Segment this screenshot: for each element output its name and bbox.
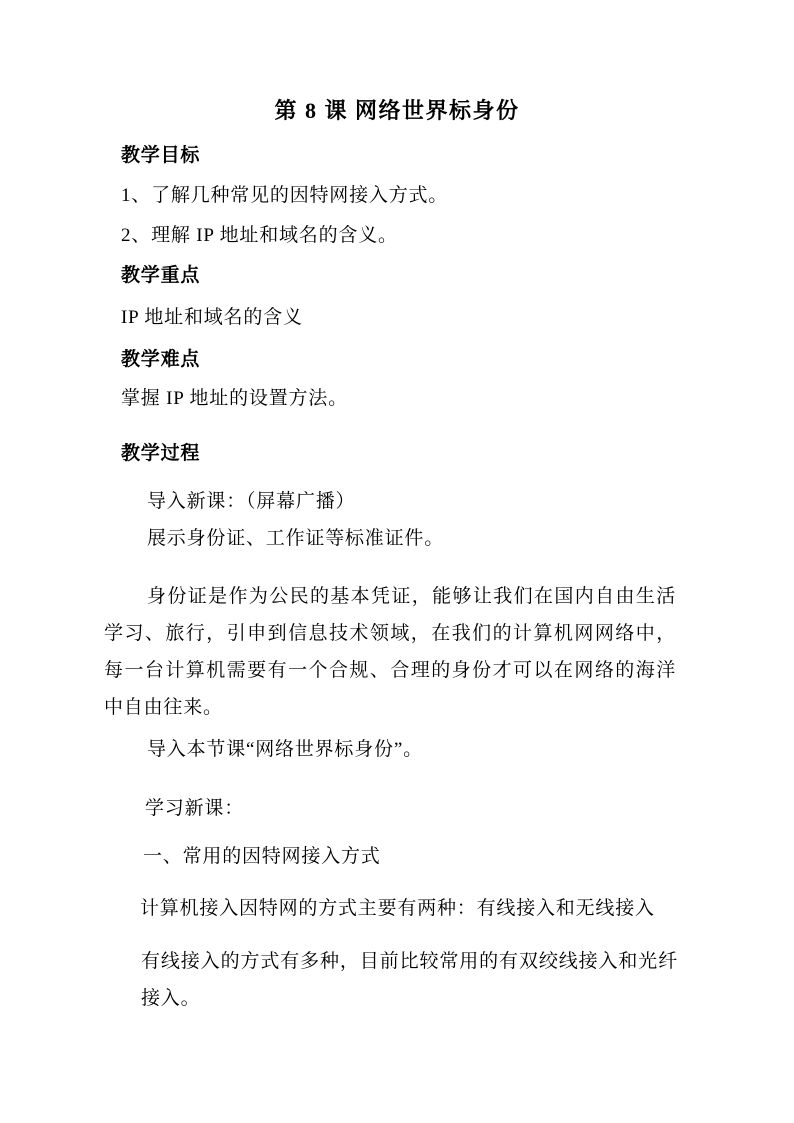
objective-item-1: 1、了解几种常见的因特网接入方式。	[121, 185, 449, 206]
section-one-heading: 一、常用的因特网接入方式	[143, 846, 381, 867]
id-card-paragraph: 身份证是作为公民的基本凭证，能够让我们在国内自由生活学习、旅行，引申到信息技术领域，在我们的计算机网网络中，每一台计算机需要有一个合规、合理的身份才可以在网络的海洋中自由往来。	[104, 586, 676, 718]
process-intro-line-2: 展示身份证、工作证等标准证件。	[147, 528, 445, 549]
lesson-lead-in-line: 导入本节课“网络世界标身份”。	[147, 739, 423, 760]
heading-teaching-difficulties: 教学难点	[121, 349, 201, 370]
process-intro-line-1: 导入新课：（屏幕广播）	[147, 491, 356, 512]
heading-teaching-process: 教学过程	[121, 443, 201, 464]
difficulties-text: 掌握 IP 地址的设置方法。	[121, 388, 348, 409]
document-title: 第 8 课 网络世界标身份	[274, 98, 520, 123]
heading-teaching-key-points: 教学重点	[121, 265, 201, 286]
new-lesson-label: 学习新课：	[145, 798, 245, 819]
objective-item-2: 2、理解 IP 地址和域名的含义。	[121, 225, 398, 246]
key-points-text: IP 地址和域名的含义	[121, 307, 303, 328]
heading-teaching-objectives: 教学目标	[121, 145, 201, 166]
access-methods-line: 计算机接入因特网的方式主要有两种：有线接入和无线接入	[140, 898, 655, 919]
wired-access-paragraph: 有线接入的方式有多种，目前比较常用的有双绞线接入和光纤接入。	[141, 951, 678, 1009]
